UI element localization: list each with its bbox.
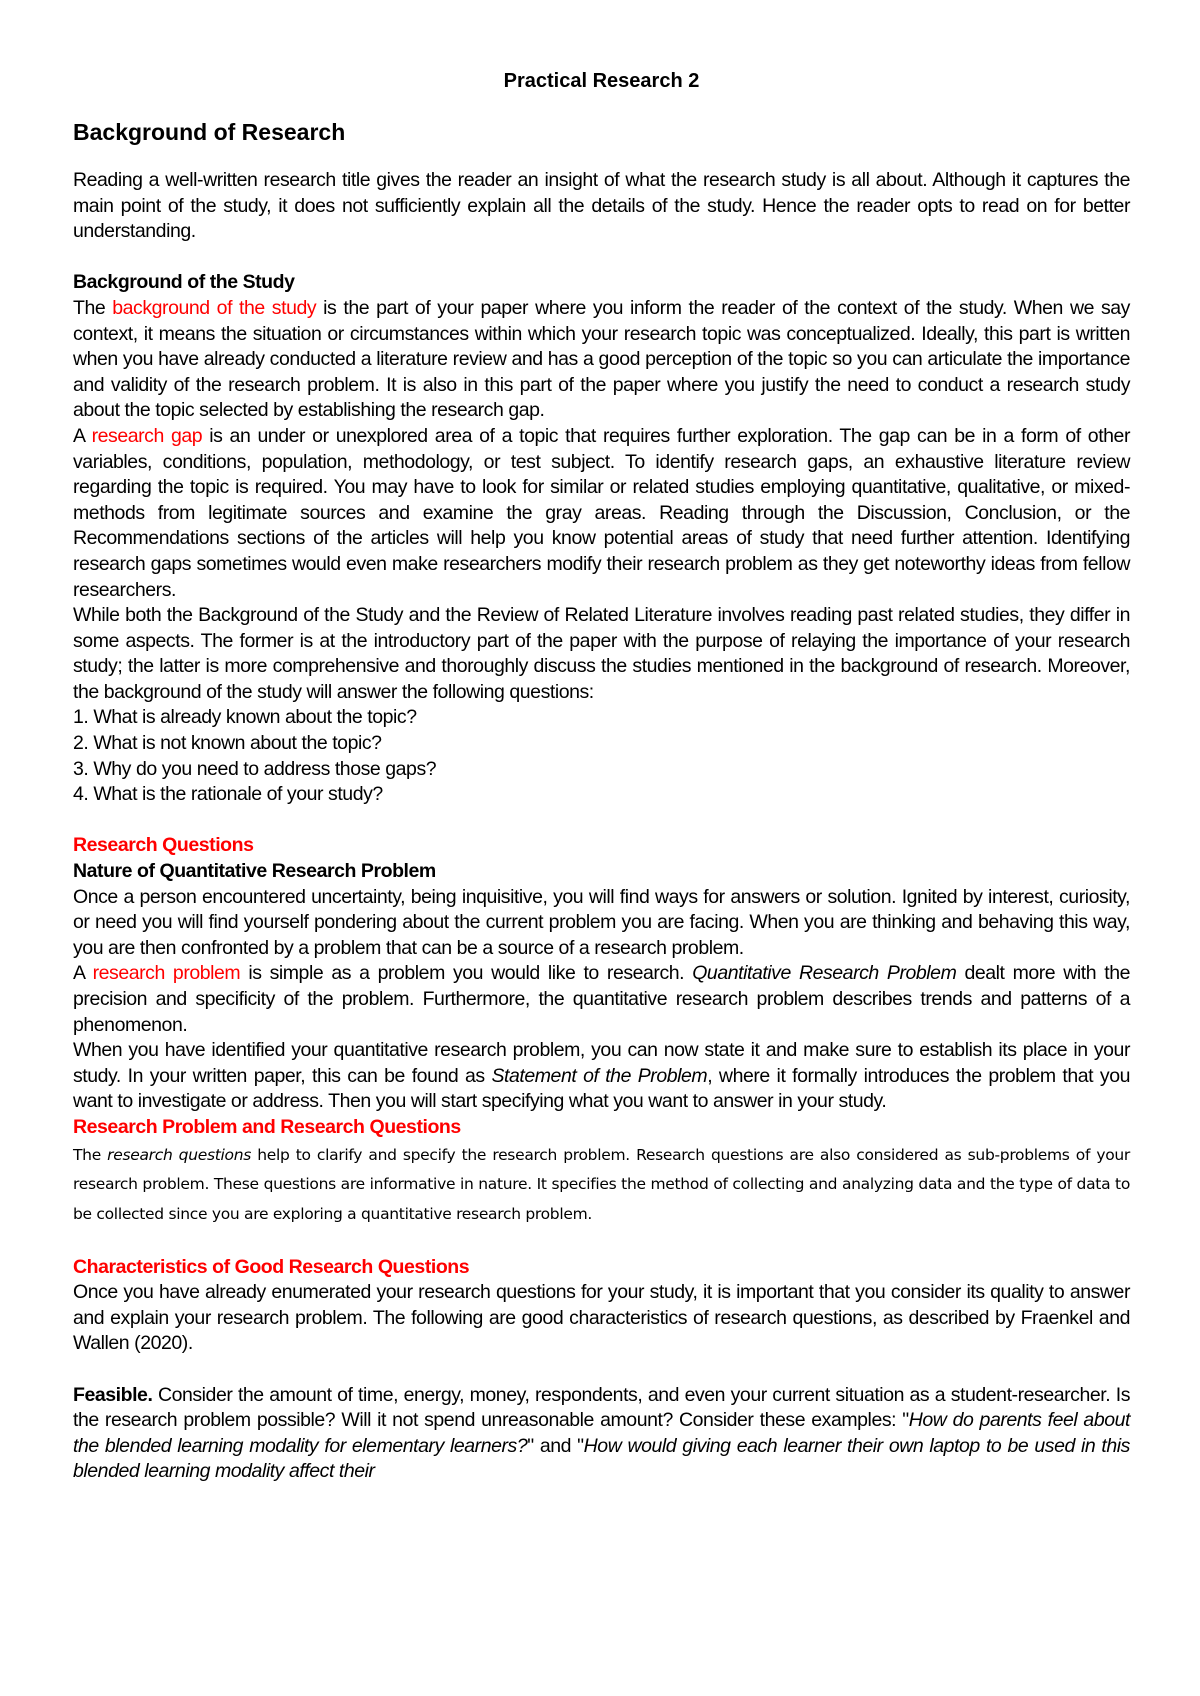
paragraph [73, 1255, 1130, 1281]
italic-text: How do parents feel about the blended learning modality for elementary learners? [73, 1409, 1130, 1457]
paragraph [73, 757, 1130, 783]
text-run: Consider the amount of time, energy, money, respondents, and even your current situation as a student-researcher. Is the research problem possible? Will it not spend unreasonable amount? Consider these examples: " [73, 1383, 1130, 1432]
paragraph [73, 961, 1130, 1038]
italic-text: How would giving each learner their own laptop to be used in this blended learning modality affect their [73, 1434, 1130, 1483]
paragraph [73, 1280, 1130, 1357]
paragraph-spacer [73, 245, 1130, 271]
text-run: 2. What is not known about the topic? [73, 732, 382, 755]
bold-text: Nature of Quantitative Research Problem [73, 860, 436, 883]
document-body [73, 168, 1130, 1485]
bold-text: Feasible. [73, 1383, 153, 1406]
text-run: 1. What is already known about the topic? [73, 706, 417, 729]
text-run: Once a person encountered uncertainty, being inquisitive, you will find ways for answers or solution. Ignited by interest, curiosity, or need you will find yourself pondering about the current problem you are facing. When you are thinking and behaving this way, you are then confronted by a problem that can be a source of a research problem. [73, 885, 1130, 959]
text-run: is simple as a problem you would like to research. [240, 962, 693, 985]
paragraph [73, 705, 1130, 731]
paragraph [73, 859, 1130, 885]
section-heading: Background of Research [73, 119, 346, 145]
text-run: is the part of your paper where you inform the reader of the context of the study. When we say context, it means the situation or circumstances within which your research topic was conceptualized. Ideally, this part is written when you have already conducted a literature review and has a good perception of the topic so you can articulate the importance and validity of the research problem. It is also in this part of the paper where you justify the need to conduct a research study about the topic selected by establishing the research gap. [73, 296, 1130, 422]
text-run: The [73, 296, 113, 319]
document-page [73, 70, 1130, 1485]
paragraph-spacer [73, 1229, 1130, 1255]
paragraph [73, 424, 1130, 603]
paragraph [73, 885, 1130, 962]
italic-text: research questions [107, 1145, 252, 1164]
text-run: is an under or unexplored area of a topic that requires further exploration. The gap can be in a form of other variables, conditions, population, methodology, or test subject. To identify research gaps, an exhaustive literature review regarding the topic is required. You may have to look for similar or related studies employing quantitative, qualitative, or mixed-methods from legitimate sources and examine the gray areas. Reading through the Discussion, Conclusion, or the Recommendations sections of the articles will help you know potential areas of study that need further attention. Identifying research gaps sometimes would even make researchers modify their research problem as they get noteworthy ideas from fellow researchers. [73, 424, 1130, 601]
italic-text: Statement of the Problem [491, 1064, 708, 1087]
text-run: " and " [527, 1434, 584, 1457]
section-heading: Research Questions [73, 834, 254, 857]
text-run: Reading a well-written research title gives the reader an insight of what the research study is all about. Although it captures the main point of the study, it does not sufficiently explain all the details of the study. Hence the reader opts to read on for better understanding. [73, 169, 1130, 243]
text-run: The [73, 1145, 108, 1164]
paragraph [73, 782, 1130, 808]
paragraph [73, 603, 1130, 705]
text-run: dealt more with the precision and specificity of the problem. Furthermore, the quantitative research problem describes trends and patterns of a phenomenon. [73, 962, 1131, 1036]
paragraph [73, 1141, 1130, 1230]
text-run: help to clarify and specify the research problem. Research questions are also considered as sub-problems of your research problem. These questions are informative in nature. It specifies the method of collecting and analyzing data and the type of data to be collected since you are exploring a quantitative research problem. [73, 1145, 1130, 1223]
bold-text: Background of the Study [73, 271, 295, 294]
document-title: Practical Research 2 [503, 70, 700, 92]
paragraph [73, 1383, 1130, 1485]
paragraph [73, 1115, 1130, 1141]
paragraph [73, 270, 1130, 296]
text-run: 4. What is the rationale of your study? [73, 783, 383, 806]
paragraph [73, 168, 1130, 245]
paragraph-spacer [73, 1357, 1130, 1383]
paragraph [73, 296, 1130, 424]
paragraph-spacer [73, 808, 1130, 834]
text-run: 3. Why do you need to address those gaps? [73, 757, 437, 780]
text-run: While both the Background of the Study and the Review of Related Literature involves reading past related studies, they differ in some aspects. The former is at the introductory part of the paper with the purpose of relaying the importance of your research study; the latter is more comprehensive and thoroughly discuss the studies mentioned in the background of research. Moreover, the background of the study will answer the following questions: [73, 604, 1130, 703]
paragraph [73, 833, 1130, 859]
text-run: Once you have already enumerated your research questions for your study, it is important that you consider its quality to answer and explain your research problem. The following are good characteristics of research questions, as described by Fraenkel and Wallen (2020). [73, 1281, 1130, 1355]
italic-text: Quantitative Research Problem [692, 962, 957, 985]
highlighted-term: background of the study [112, 296, 317, 319]
highlighted-term: research gap [91, 424, 203, 447]
paragraph [73, 731, 1130, 757]
section-heading: Characteristics of Good Research Questions [73, 1255, 470, 1278]
text-run: A [73, 424, 92, 447]
section-heading: Research Problem and Research Questions [73, 1115, 461, 1138]
text-run: , where it formally introduces the problem that you want to investigate or address. Then you will start specifying what you want to answer in your study. [73, 1064, 1130, 1113]
text-run: A [73, 962, 93, 985]
paragraph [73, 1038, 1130, 1115]
text-run: When you have identified your quantitative research problem, you can now state it and make sure to establish its place in your study. In your written paper, this can be found as [73, 1039, 1130, 1087]
highlighted-term: research problem [92, 962, 241, 985]
